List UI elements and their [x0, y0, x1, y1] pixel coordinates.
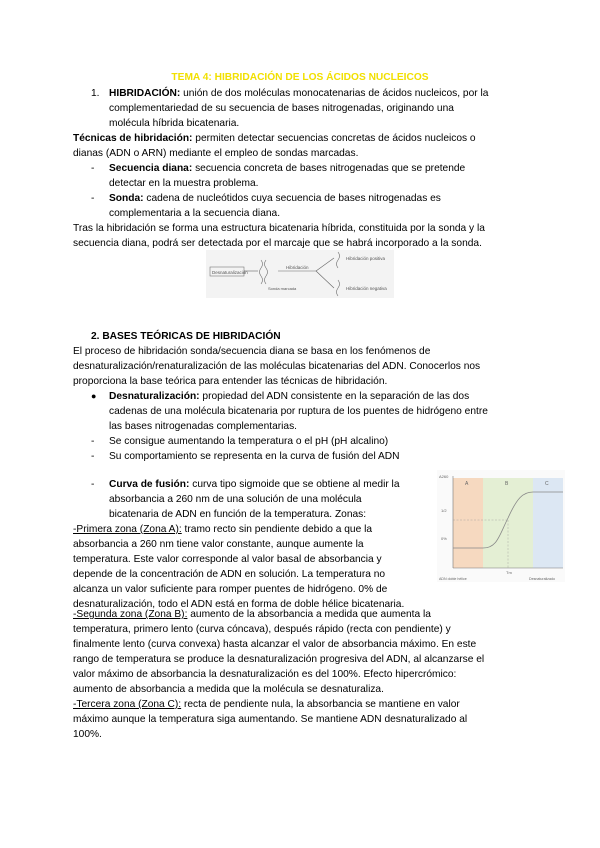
zone-c-label: C	[545, 481, 549, 487]
sonda-line-1	[109, 191, 441, 206]
tecnicas-text: permiten detectar secuencias concretas de ácidos nucleicos o	[192, 133, 476, 144]
s2-line-2: desnaturalización/renaturalización de las moléculas bicatenarias del ADN. Conocerlos nos	[73, 361, 481, 372]
zonaA-label: -Primera zona (Zona A):	[73, 524, 182, 535]
mark-low: 0%	[441, 536, 447, 541]
desnat-term: Desnaturalización:	[109, 391, 200, 402]
y-axis-label: A260	[439, 474, 449, 479]
hybridization-diagram	[206, 250, 394, 298]
curva-term: Curva de fusión:	[109, 479, 190, 490]
zonaA-line-3: temperatura. Este valor corresponde al valor basal de absorbancia y	[73, 554, 382, 565]
section-1-number: 1.	[91, 88, 100, 99]
zonaC-line-2: máximo aunque la temperatura siga aumentando. Se mantiene ADN desnaturalizado al	[73, 714, 468, 725]
tecnicas-term: Técnicas de hibridación:	[73, 133, 193, 144]
section-1-text: unión de dos moléculas monocatenarias de ácidos nucleicos, por la	[180, 88, 489, 99]
s2-line-1: El proceso de hibridación sonda/secuencia diana se basa en los fenómenos de	[73, 346, 431, 357]
zonaB-line-5: valor máximo de absorbancia la desnaturalización es del 100%. Efecto hipercrómico:	[73, 669, 457, 680]
diana-line-2: detectar en la muestra problema.	[109, 178, 259, 189]
desnat-dash-1: Se consigue aumentando la temperatura o el pH (pH alcalino)	[109, 436, 389, 447]
zonaC-line-3: 100%.	[73, 729, 102, 740]
arrow-up	[316, 258, 334, 271]
section-1-line-2: complementariedad de su secuencia de bases nitrogenadas, originando una	[109, 103, 454, 114]
desnat-line-1	[109, 389, 469, 404]
melting-curve-svg	[437, 470, 565, 582]
sonda-line-2: complementaria a la secuencia diana.	[109, 208, 281, 219]
curva-line-3: bicatenaria de ADN en función de la temperatura. Zonas:	[109, 509, 367, 520]
zonaB-line-6: aumento de absorbancia a medida que la molécula se desnaturaliza.	[73, 684, 384, 695]
zone-a-label: A	[465, 481, 469, 487]
dash-bullet: -	[91, 451, 95, 462]
zone-c-band	[533, 478, 563, 568]
zonaB-line-3: finalmente lento (curva convexa) hasta alcanzar el valor de absorbancia máximo. En este	[73, 639, 477, 650]
zone-b-label: B	[505, 481, 509, 487]
zone-b-band	[483, 478, 533, 568]
fig1-label-pos: Hibridación positiva	[346, 256, 386, 261]
section-1-line-3: molécula híbrida bicatenaria.	[109, 118, 240, 129]
zonaA-line-6: desnaturalización, todo el ADN está en forma de doble hélice bicatenaria.	[73, 599, 405, 610]
zonaB-line-1	[73, 607, 431, 622]
zonaB-text: aumento de la absorbancia a medida que aumenta la	[187, 609, 431, 620]
dash-bullet: -	[91, 163, 95, 174]
x-axis-right-label: Desnaturalizado	[529, 577, 555, 581]
arrow-down	[316, 271, 334, 288]
zonaB-label: -Segunda zona (Zona B):	[73, 609, 188, 620]
diana-line-1	[109, 161, 465, 176]
zonaC-line-1	[73, 697, 460, 712]
zonaC-label: -Tercera zona (Zona C):	[73, 699, 182, 710]
strand-1	[260, 260, 263, 284]
hybridization-diagram-svg	[206, 250, 394, 298]
fig1-label-mid: Hibridación	[286, 265, 309, 270]
curva-text: curva tipo sigmoide que se obtiene al medir la	[189, 479, 400, 490]
tecnicas-line-2: dianas (ADN o ARN) mediante el empleo de sondas marcadas.	[73, 148, 359, 159]
tras-line-2: secuencia diana, podrá ser detectada por el marcaje que se habrá incorporado a la sonda.	[73, 238, 482, 249]
desnat-text: propiedad del ADN consistente en la separación de las dos	[199, 391, 470, 402]
dash-bullet: -	[91, 479, 95, 490]
zonaA-line-4: depende de la concentración de ADN en solución. La temperatura no	[73, 569, 386, 580]
zonaB-line-2: temperatura, primero lento (curva cóncava), después rápido (recta con pendiente) y	[73, 624, 451, 635]
x-axis-left-label: ADN doble hélice	[439, 577, 467, 581]
zone-a-band	[453, 478, 483, 568]
desnat-line-3: las bases nitrogenadas complementarias.	[109, 421, 298, 432]
fig1-label-neg: Hibridación negativa	[346, 286, 387, 291]
sonda-text: cadena de nucleótidos cuya secuencia de bases nitrogenadas es	[143, 193, 441, 204]
zonaB-line-4: rango de temperatura se produce la desnaturalización progresiva del ADN, al alcanzarse el	[73, 654, 485, 665]
desnat-dash-2: Su comportamiento se representa en la curva de fusión del ADN	[109, 451, 400, 462]
section-1-line-1	[109, 86, 488, 101]
fig1-label-mid2: Sonda marcada	[268, 286, 297, 291]
strand-2	[265, 260, 268, 284]
tm-label: Tm	[506, 570, 512, 575]
zonaC-text: recta de pendiente nula, la absorbancia se mantiene en valor	[181, 699, 460, 710]
diana-term: Secuencia diana:	[109, 163, 193, 174]
sonda-term: Sonda:	[109, 193, 144, 204]
dash-bullet: -	[91, 436, 95, 447]
s2-line-3: proporciona la base teórica para entender las técnicas de hibridación.	[73, 376, 388, 387]
diana-text: secuencia concreta de bases nitrogenadas que se pretende	[192, 163, 466, 174]
curva-line-1	[109, 477, 399, 492]
strand-pos	[337, 252, 340, 268]
tecnicas-line-1	[73, 131, 476, 146]
zonaA-line-1	[73, 522, 372, 537]
desnat-line-2: cadenas de una molécula bicatenaria por ruptura de los puentes de hidrógeno entre	[109, 406, 488, 417]
hibridacion-term: HIBRIDACIÓN:	[109, 88, 181, 99]
zonaA-line-2: absorbancia a 260 nm tiene valor constante, aunque aumente la	[73, 539, 364, 550]
round-bullet: ●	[91, 391, 97, 401]
dash-bullet: -	[91, 193, 95, 204]
page-title: TEMA 4: HIBRIDACIÓN DE LOS ÁCIDOS NUCLEICOS	[171, 72, 429, 83]
fig1-label-left: Desnaturalización	[212, 270, 248, 275]
tras-line-1: Tras la hibridación se forma una estructura bicatenaria híbrida, constituida por la sonda y la	[73, 223, 485, 234]
zonaA-line-5: alcanza un valor suficiente para romper puentes de hidrógeno. 0% de	[73, 584, 388, 595]
curva-line-2: absorbancia a 260 nm de una solución de una molécula	[109, 494, 362, 505]
zonaA-text: tramo recto sin pendiente debido a que la	[181, 524, 373, 535]
melting-curve-figure	[437, 470, 565, 582]
section-2-heading: 2. BASES TEÓRICAS DE HIBRIDACIÓN	[91, 331, 281, 342]
strand-neg	[337, 280, 340, 296]
mark-top: 1/2	[441, 508, 447, 513]
